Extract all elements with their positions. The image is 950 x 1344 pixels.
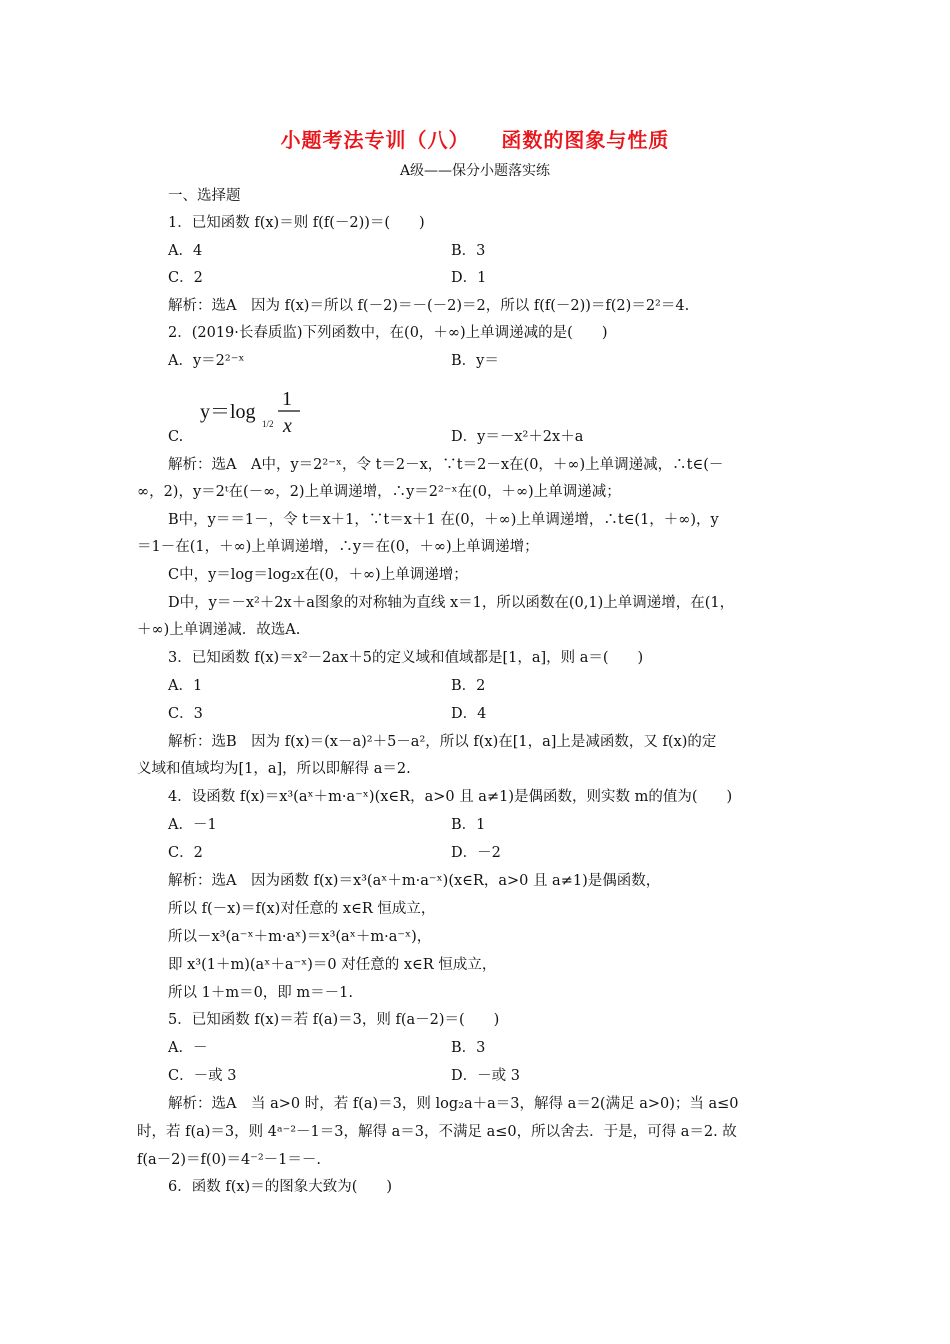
q1-option-d: D．1 bbox=[451, 270, 487, 286]
q1-option-c: C．2 bbox=[168, 270, 203, 286]
formula-denominator: x bbox=[283, 415, 292, 437]
q4-solution-line-1: 解析：选A 因为函数 f(x)＝x³(aˣ＋m·a⁻ˣ)(x∈R，a>0 且 a≠1)是偶函数， bbox=[168, 873, 661, 889]
q2-option-c-formula bbox=[200, 384, 310, 438]
q2-solution-line-1: 解析：选A A中，y＝2²⁻ˣ，令 t＝2－x，∵t＝2－x在(0，＋∞)上单调递减，∴t∈(－ bbox=[168, 457, 724, 473]
q2-solution-line-5: C中，y＝log＝log₂x在(0，＋∞)上单调递增； bbox=[168, 567, 468, 583]
formula-numerator: 1 bbox=[282, 388, 292, 410]
q4-solution-line-3: 所以－x³(a⁻ˣ＋m·aˣ)＝x³(aˣ＋m·a⁻ˣ)， bbox=[168, 929, 432, 945]
q1-solution: 解析：选A 因为 f(x)＝所以 f(－2)＝－(－2)＝2，所以 f(f(－2))＝f(2)＝2²＝4. bbox=[168, 298, 690, 314]
q3-solution-line-2: 义域和值域均为[1，a]，所以即解得 a＝2. bbox=[137, 761, 411, 777]
q3-option-d: D．4 bbox=[451, 706, 487, 722]
formula-log-base: 1/2 bbox=[262, 419, 274, 429]
q2-solution-line-7: ＋∞)上单调递减．故选A. bbox=[137, 622, 301, 638]
q4-option-b: B．1 bbox=[451, 817, 486, 833]
q3-option-c: C．3 bbox=[168, 706, 203, 722]
formula-log-text: y＝log bbox=[200, 401, 256, 423]
q5-option-c: C．－或 3 bbox=[168, 1068, 237, 1084]
q2-option-d: D．y＝－x²＋2x＋a bbox=[451, 429, 584, 445]
q2-solution-line-3: B中，y＝＝1－，令 t＝x＋1，∵t＝x＋1 在(0，＋∞)上单调递增，∴t∈(1，＋∞)，y bbox=[168, 512, 719, 528]
q2-solution-line-6: D中，y＝－x²＋2x＋a图象的对称轴为直线 x＝1，所以函数在(0,1)上单调递增，在(1， bbox=[168, 595, 735, 611]
q2-solution-line-4: ＝1－在(1，＋∞)上单调递增，∴y＝在(0，＋∞)上单调递增； bbox=[137, 539, 539, 555]
q4-option-d: D．－2 bbox=[451, 845, 501, 861]
q5-solution-line-1: 解析：选A 当 a>0 时，若 f(a)＝3，则 log₂a＋a＝3，解得 a＝2(满足 a>0)；当 a≤0 bbox=[168, 1096, 739, 1112]
q2-option-b: B．y＝ bbox=[451, 353, 499, 369]
q5-option-b: B．3 bbox=[451, 1040, 486, 1056]
page-subtitle: A级——保分小题落实练 bbox=[399, 163, 551, 179]
q5-option-d: D．－或 3 bbox=[451, 1068, 520, 1084]
q1-option-b: B．3 bbox=[451, 243, 486, 259]
q3-option-a: A．1 bbox=[168, 678, 203, 694]
q2-stem: 2．(2019·长春质监)下列函数中，在(0，＋∞)上单调递减的是( ) bbox=[168, 325, 608, 341]
section-heading: 一、选择题 bbox=[168, 188, 241, 204]
q2-solution-line-2: ∞，2)，y＝2ᵗ在(－∞，2)上单调递增，∴y＝2²⁻ˣ在(0，＋∞)上单调递减； bbox=[137, 484, 621, 500]
q3-option-b: B．2 bbox=[451, 678, 486, 694]
page-title: 小题考法专训（八） 函数的图象与性质 bbox=[280, 128, 670, 152]
q2-option-c: C. bbox=[168, 429, 184, 445]
q1-option-a: A．4 bbox=[168, 243, 203, 259]
q5-solution-line-3: f(a－2)＝f(0)＝4⁻²－1＝－. bbox=[137, 1152, 321, 1168]
q5-stem: 5．已知函数 f(x)＝若 f(a)＝3，则 f(a－2)＝( ) bbox=[168, 1012, 500, 1028]
q5-solution-line-2: 时，若 f(a)＝3，则 4ᵃ⁻²－1＝3，解得 a＝3，不满足 a≤0，所以舍去．于是，可得 a＝2. 故 bbox=[137, 1124, 737, 1140]
q4-solution-line-4: 即 x³(1＋m)(aˣ＋a⁻ˣ)＝0 对任意的 x∈R 恒成立， bbox=[168, 957, 497, 973]
q4-solution-line-5: 所以 1＋m＝0，即 m＝－1. bbox=[168, 985, 354, 1001]
q1-stem: 1．已知函数 f(x)＝则 f(f(－2))＝( ) bbox=[168, 215, 425, 231]
q4-option-c: C．2 bbox=[168, 845, 203, 861]
q4-option-a: A．－1 bbox=[168, 817, 217, 833]
q2-option-a: A．y＝2²⁻ˣ bbox=[168, 353, 245, 369]
q3-stem: 3．已知函数 f(x)＝x²－2ax＋5的定义域和值域都是[1，a]，则 a＝( ) bbox=[168, 650, 644, 666]
q4-solution-line-2: 所以 f(－x)＝f(x)对任意的 x∈R 恒成立， bbox=[168, 901, 436, 917]
q6-stem: 6．函数 f(x)＝的图象大致为( ) bbox=[168, 1179, 393, 1195]
q3-solution-line-1: 解析：选B 因为 f(x)＝(x－a)²＋5－a²，所以 f(x)在[1，a]上是减函数，又 f(x)的定 bbox=[168, 734, 717, 750]
q4-stem: 4．设函数 f(x)＝x³(aˣ＋m·a⁻ˣ)(x∈R，a>0 且 a≠1)是偶函数，则实数 m的值为( ) bbox=[168, 789, 733, 805]
q5-option-a: A．－ bbox=[168, 1040, 208, 1056]
